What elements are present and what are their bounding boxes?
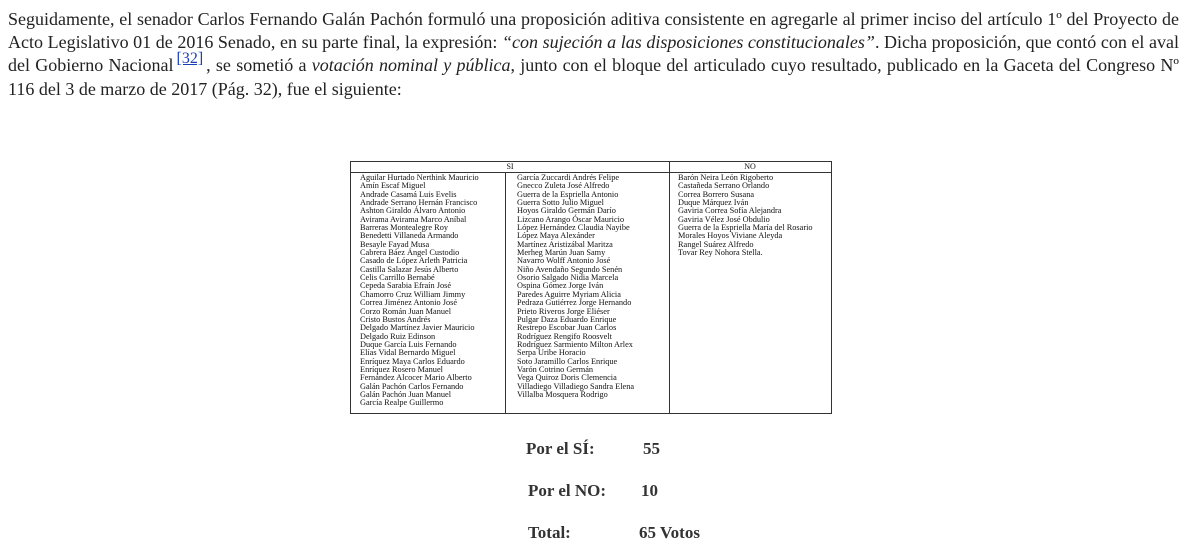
senator-name: Restrepo Escobar Juan Carlos <box>517 323 617 333</box>
footnote-link-32[interactable]: [32] <box>176 50 204 67</box>
senator-name: Rodríguez Rengifo Roosvelt <box>517 331 612 341</box>
senator-name: Cristo Bustos Andrés <box>360 314 431 324</box>
senator-name: Villadiego Villadiego Sandra Elena <box>517 381 635 391</box>
senator-name: Barreras Montealegre Roy <box>360 223 449 233</box>
senator-name: Gnecco Zuleta José Alfredo <box>517 181 610 191</box>
senator-name: Gaviria Vélez José Obdulio <box>678 214 770 224</box>
senator-name: Besayle Fayad Musa <box>360 239 430 249</box>
senator-name: Niño Avendaño Segundo Senén <box>517 264 623 274</box>
senator-name: Pulgar Daza Eduardo Enrique <box>517 314 617 324</box>
senator-name: López Hernández Claudia Nayibe <box>517 223 630 233</box>
senator-name: Elías Vidal Bernardo Miguel <box>360 348 456 358</box>
paragraph-text-4: , junto con el bloque del articulado cuyo resultado, publicado en la Gaceta del Congreso Nº 116 del 3 de marzo de 2017 (Pág. 32), fue el siguiente: <box>8 55 1179 99</box>
senator-name: Ashton Giraldo Álvaro Antonio <box>360 206 466 216</box>
senator-name: Enríquez Rosero Manuel <box>360 364 443 374</box>
senator-name: Gaviria Correa Sofía Alejandra <box>678 206 782 216</box>
senator-name: Paredes Aguirre Myriam Alicia <box>517 289 621 299</box>
paragraph-text-1: Seguidamente, el senador Carlos Fernando Galán Pachón formuló una proposición aditiva consistente en agregarle al primer inciso del artículo 1º del Proyecto de Acto Legislativo 01 de 2016 Senado, en su parte final, la expresión: <box>8 9 1179 52</box>
senator-name: Aguilar Hurtado Nerthink Mauricio <box>360 173 479 182</box>
senator-name: Duque Márquez Iván <box>678 198 749 208</box>
senator-name: Celis Carrillo Bernabé <box>360 273 435 283</box>
senator-name: Guerra de la Espriella Antonio <box>517 189 619 199</box>
senator-name: Prieto Riveros Jorge Eliéser <box>517 306 610 316</box>
no-total-value: 10 <box>641 481 658 500</box>
column-divider <box>669 172 670 413</box>
paragraph-text-3: , se sometió a <box>206 55 312 75</box>
no-names-column <box>678 174 818 257</box>
senator-name: Cabrera Báez Ángel Custodio <box>360 248 460 258</box>
senator-name: Vega Quiroz Doris Clemencia <box>517 373 617 383</box>
senator-name: Hoyos Giraldo Germán Darío <box>517 206 616 216</box>
vote-table-header-no: NO <box>669 162 831 173</box>
vote-table-header-si: SI <box>351 162 670 173</box>
si-total-value: 55 <box>643 439 660 458</box>
senator-name: García Zuccardi Andrés Felipe <box>517 173 620 182</box>
vote-table <box>350 161 832 414</box>
senator-name: Correa Jiménez Antonio José <box>360 298 458 308</box>
si-names-column-2 <box>517 174 634 399</box>
senator-name: Navarro Wolff Antonio José <box>517 256 611 266</box>
senator-name: Castañeda Serrano Orlando <box>678 181 770 191</box>
senator-name: Morales Hoyos Viviane Aleyda <box>678 231 783 241</box>
senator-name: Galán Pachón Carlos Fernando <box>360 381 464 391</box>
senator-name: Avirama Avirama Marco Aníbal <box>360 214 467 224</box>
senator-name: Andrade Casamá Luis Evelis <box>360 189 457 199</box>
senator-name: Corzo Román Juan Manuel <box>360 306 452 316</box>
paragraph-quote: “con sujeción a las disposiciones constitucionales” <box>501 32 875 52</box>
grand-total-label: Total: <box>528 523 571 542</box>
paragraph-emphasis: votación nominal y pública <box>311 55 511 75</box>
senator-name: Andrade Serrano Hernán Francisco <box>360 198 478 208</box>
senator-name: Enríquez Maya Carlos Eduardo <box>360 356 465 366</box>
senator-name: Cepeda Sarabia Efraín José <box>360 281 451 291</box>
column-divider <box>505 172 506 413</box>
senator-name: Barón Neira León Rigoberto <box>678 173 774 182</box>
senator-name: Castilla Salazar Jesús Alberto <box>360 264 459 274</box>
senator-name: Correa Borrero Susana <box>678 189 755 199</box>
senator-name: Galán Pachón Juan Manuel <box>360 389 452 399</box>
senator-name: López Maya Alexánder <box>517 231 595 241</box>
senator-name: Varón Cotrino Germán <box>517 364 594 374</box>
si-names-column-1 <box>360 174 479 408</box>
senator-name: Rangel Suárez Alfredo <box>678 239 754 249</box>
intro-paragraph <box>8 8 1179 101</box>
senator-name: Merheg Marún Juan Samy <box>517 248 606 258</box>
senator-name: Chamorro Cruz William Jimmy <box>360 289 466 299</box>
paragraph-text-2: . Dicha proposición, que contó con el aval del Gobierno Nacional <box>8 32 1179 75</box>
senator-name: Serpa Uribe Horacio <box>517 348 586 358</box>
no-total-label: Por el NO: <box>528 481 607 500</box>
senator-name: Lizcano Arango Óscar Mauricio <box>517 214 625 224</box>
senator-name: Guerra de la Espriella María del Rosario <box>678 223 813 233</box>
senator-name: Delgado Martínez Javier Mauricio <box>360 323 475 333</box>
senator-name: Pedraza Gutiérrez Jorge Hernando <box>517 298 632 308</box>
senator-name: Guerra Sotto Julio Miguel <box>517 198 604 208</box>
senator-name: Fernández Alcocer Mario Alberto <box>360 373 472 383</box>
senator-name: Martínez Aristizábal Maritza <box>517 239 613 249</box>
senator-name: Villalba Mosquera Rodrigo <box>517 389 608 399</box>
senator-name: Benedetti Villaneda Armando <box>360 231 459 241</box>
senator-name: Delgado Ruiz Edinson <box>360 331 436 341</box>
senator-name: Rodríguez Sarmiento Milton Arlex <box>517 339 633 349</box>
senator-name: Ospina Gómez Jorge Iván <box>517 281 604 291</box>
grand-total-value: 65 Votos <box>639 523 700 542</box>
senator-name: Amín Escaf Miguel <box>360 181 426 191</box>
senator-name: Tovar Rey Nohora Stella. <box>678 248 763 258</box>
senator-name: Soto Jaramillo Carlos Enrique <box>517 356 618 366</box>
senator-name: García Realpe Guillermo <box>360 398 444 408</box>
senator-name: Osorio Salgado Nidia Marcela <box>517 273 619 283</box>
senator-name: Duque García Luis Fernando <box>360 339 457 349</box>
si-total-label: Por el SÍ: <box>526 439 595 458</box>
senator-name: Casado de López Arleth Patricia <box>360 256 468 266</box>
